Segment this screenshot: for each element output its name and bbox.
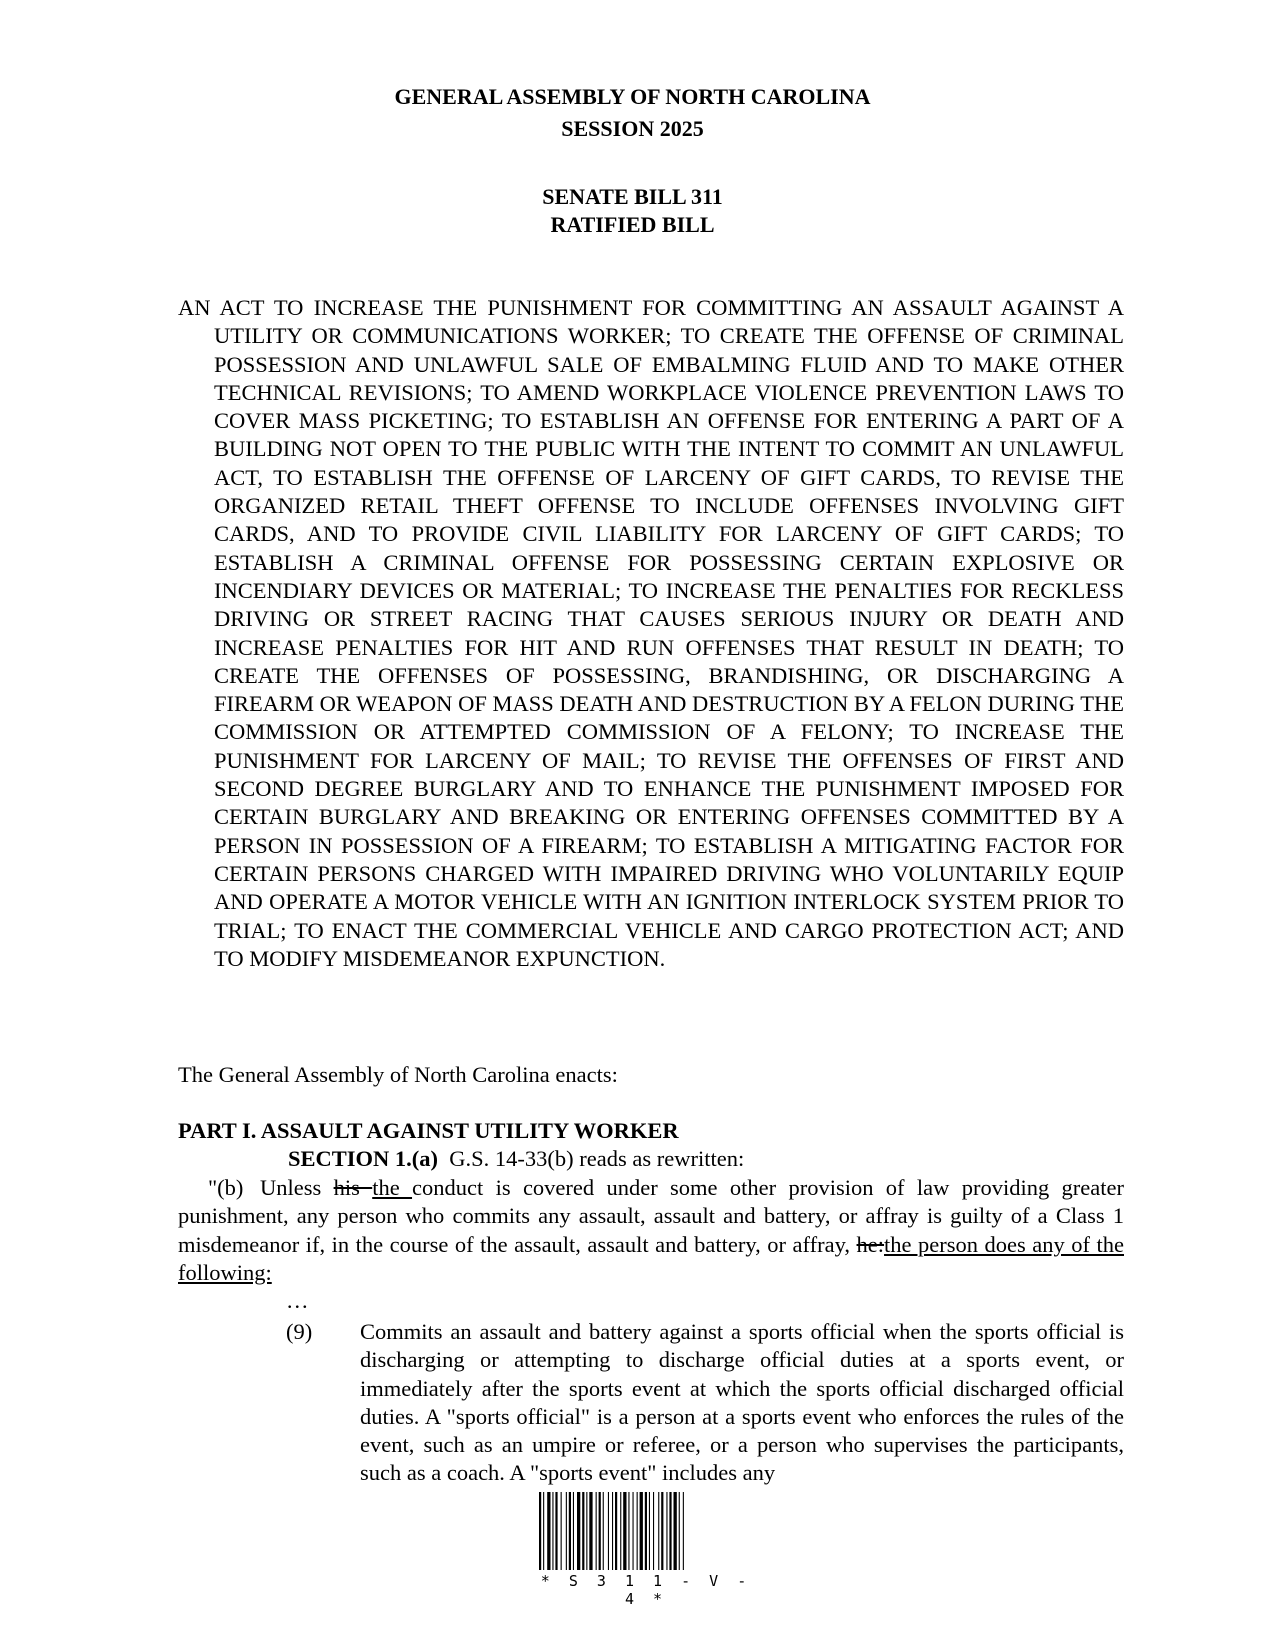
barcode-bar xyxy=(573,1492,574,1570)
barcode-bar xyxy=(649,1492,650,1570)
barcode-bar xyxy=(615,1492,617,1570)
part-heading: PART I. ASSAULT AGAINST UTILITY WORKER xyxy=(178,1118,679,1143)
barcode-bar xyxy=(637,1492,638,1570)
barcode-bar xyxy=(612,1492,613,1570)
barcode-bar xyxy=(586,1492,587,1570)
barcode-bar xyxy=(640,1492,643,1570)
ellipsis: … xyxy=(286,1288,309,1313)
barcode-bar xyxy=(674,1492,677,1570)
act-title: AN ACT TO INCREASE THE PUNISHMENT FOR COMMITTING AN ASSAULT AGAINST A UTILITY OR COMMUNICATIONS WORKER; TO CREATE THE OFFENSE OF CRIMINAL POSSESSION AND UNLAWFUL SALE OF EMBALMING FLUID AND TO MAKE OTHER TECHNICAL REVISIONS; TO AMEND WORKPLACE VIOLENCE PREVENTION LAWS TO COVER MASS PICKETING; TO ESTABLISH AN OFFENSE FOR ENTERING A PART OF A BUILDING NOT OPEN TO THE PUBLIC WITH THE INTENT TO COMMIT AN UNLAWFUL ACT, TO ESTABLISH THE OFFENSE OF LARCENY OF GIFT CARDS, TO REVISE THE ORGANIZED RETAIL THEFT OFFENSE TO INCLUDE OFFENSES INVOLVING GIFT CARDS, AND TO PROVIDE CIVIL LIABILITY FOR LARCENY OF GIFT CARDS; TO ESTABLISH A CRIMINAL OFFENSE FOR POSSESSING CERTAIN EXPLOSIVE OR INCENDIARY DEVICES OR MATERIAL; TO INCREASE THE PENALTIES FOR RECKLESS DRIVING OR STREET RACING THAT CAUSES SERIOUS INJURY OR DEATH AND INCREASE PENALTIES FOR HIT AND RUN OFFENSES THAT RESULT IN DEATH; TO CREATE THE OFFENSES OF POSSESSING, BRANDISHING, OR DISCHARGING A FIREARM OR WEAPON OF MASS DEATH AND DESTRUCTION BY A FELON DURING THE COMMISSION OR ATTEMPTED COMMISSION OF A FELONY; TO INCREASE THE PUNISHMENT FOR LARCENY OF MAIL; TO REVISE THE OFFENSES OF FIRST AND SECOND DEGREE BURGLARY AND TO ENHANCE THE PUNISHMENT IMPOSED FOR CERTAIN BURGLARY AND BREAKING OR ENTERING OFFENSES COMMITTED BY A PERSON IN POSSESSION OF A FIREARM; TO ESTABLISH A MITIGATING FACTOR FOR CERTAIN PERSONS CHARGED WITH IMPAIRED DRIVING WHO VOLUNTARILY EQUIP AND OPERATE A MOTOR VEHICLE WITH AN IGNITION INTERLOCK SYSTEM PRIOR TO TRIAL; TO ENACT THE COMMERCIAL VEHICLE AND CARGO PROTECTION ACT; AND TO MODIFY MISDEMEANOR EXPUNCTION. xyxy=(178,295,1124,971)
barcode-bar xyxy=(661,1492,663,1570)
barcode-bar xyxy=(658,1492,659,1570)
barcode-bar xyxy=(628,1492,629,1570)
item-number: (9) xyxy=(286,1319,313,1344)
enacting-clause: The General Assembly of North Carolina enacts: xyxy=(178,1062,618,1087)
barcode-image xyxy=(537,1492,755,1570)
barcode-bar xyxy=(552,1492,553,1570)
session-heading: SESSION 2025 xyxy=(561,116,704,141)
section-heading xyxy=(288,1146,744,1172)
barcode-bar xyxy=(679,1492,680,1570)
barcode-bar xyxy=(539,1492,541,1570)
barcode-bar xyxy=(633,1492,634,1570)
item-text: Commits an assault and battery against a sports official when the sports official is discharging or attempting to discharge official duties at a sports event, or immediately after the sports event at which the sports official discharged official duties. A "sports official" is a person at a sports event who enforces the rules of the event, such as an umpire or referee, or a person who supervises the participants, such as a coach. A "sports event" includes any xyxy=(360,1319,1124,1486)
barcode-bar xyxy=(645,1492,647,1570)
inserted-text: the person does any of the following: xyxy=(178,1231,1124,1285)
bill-status: RATIFIED BILL xyxy=(550,212,715,237)
barcode-bar xyxy=(653,1492,654,1570)
struck-text: his xyxy=(333,1175,373,1200)
barcode-bar xyxy=(608,1492,609,1570)
subsection-b: "(b) Unless his the conduct is covered under some other provision of law providing greater punishment, any person who commits any assault, assault and battery, or affray is guilty of a Class 1 misdemeanor if, in the course of the assault, assault and battery, or affray, he:the person does any of the following: xyxy=(178,1175,1124,1285)
barcode-bar xyxy=(620,1492,621,1570)
barcode-bar xyxy=(603,1492,604,1570)
barcode-label: * S 3 1 1 - V - 4 * xyxy=(540,1572,752,1608)
barcode-bar xyxy=(543,1492,544,1570)
barcode-bar xyxy=(582,1492,584,1570)
barcode-bar xyxy=(666,1492,667,1570)
barcode-bar xyxy=(596,1492,597,1570)
bill-number: SENATE BILL 311 xyxy=(542,184,723,209)
barcode-bar xyxy=(547,1492,550,1570)
inserted-text: the xyxy=(372,1175,413,1200)
section-text: G.S. 14-33(b) reads as rewritten: xyxy=(449,1146,745,1171)
barcode-bar xyxy=(566,1492,567,1570)
barcode-bar xyxy=(589,1492,592,1570)
barcode-bar xyxy=(669,1492,671,1570)
barcode-bar xyxy=(623,1492,626,1570)
barcode-bar xyxy=(561,1492,562,1570)
section-label: SECTION 1.(a) xyxy=(288,1146,439,1171)
assembly-heading: GENERAL ASSEMBLY OF NORTH CAROLINA xyxy=(394,84,871,109)
barcode-bar xyxy=(577,1492,580,1570)
barcode-bar xyxy=(555,1492,557,1570)
barcode-bar xyxy=(599,1492,601,1570)
subsection-label: "(b) xyxy=(208,1175,244,1200)
struck-text: he: xyxy=(856,1231,885,1257)
barcode-bar xyxy=(569,1492,571,1570)
barcode-bar xyxy=(683,1492,684,1570)
